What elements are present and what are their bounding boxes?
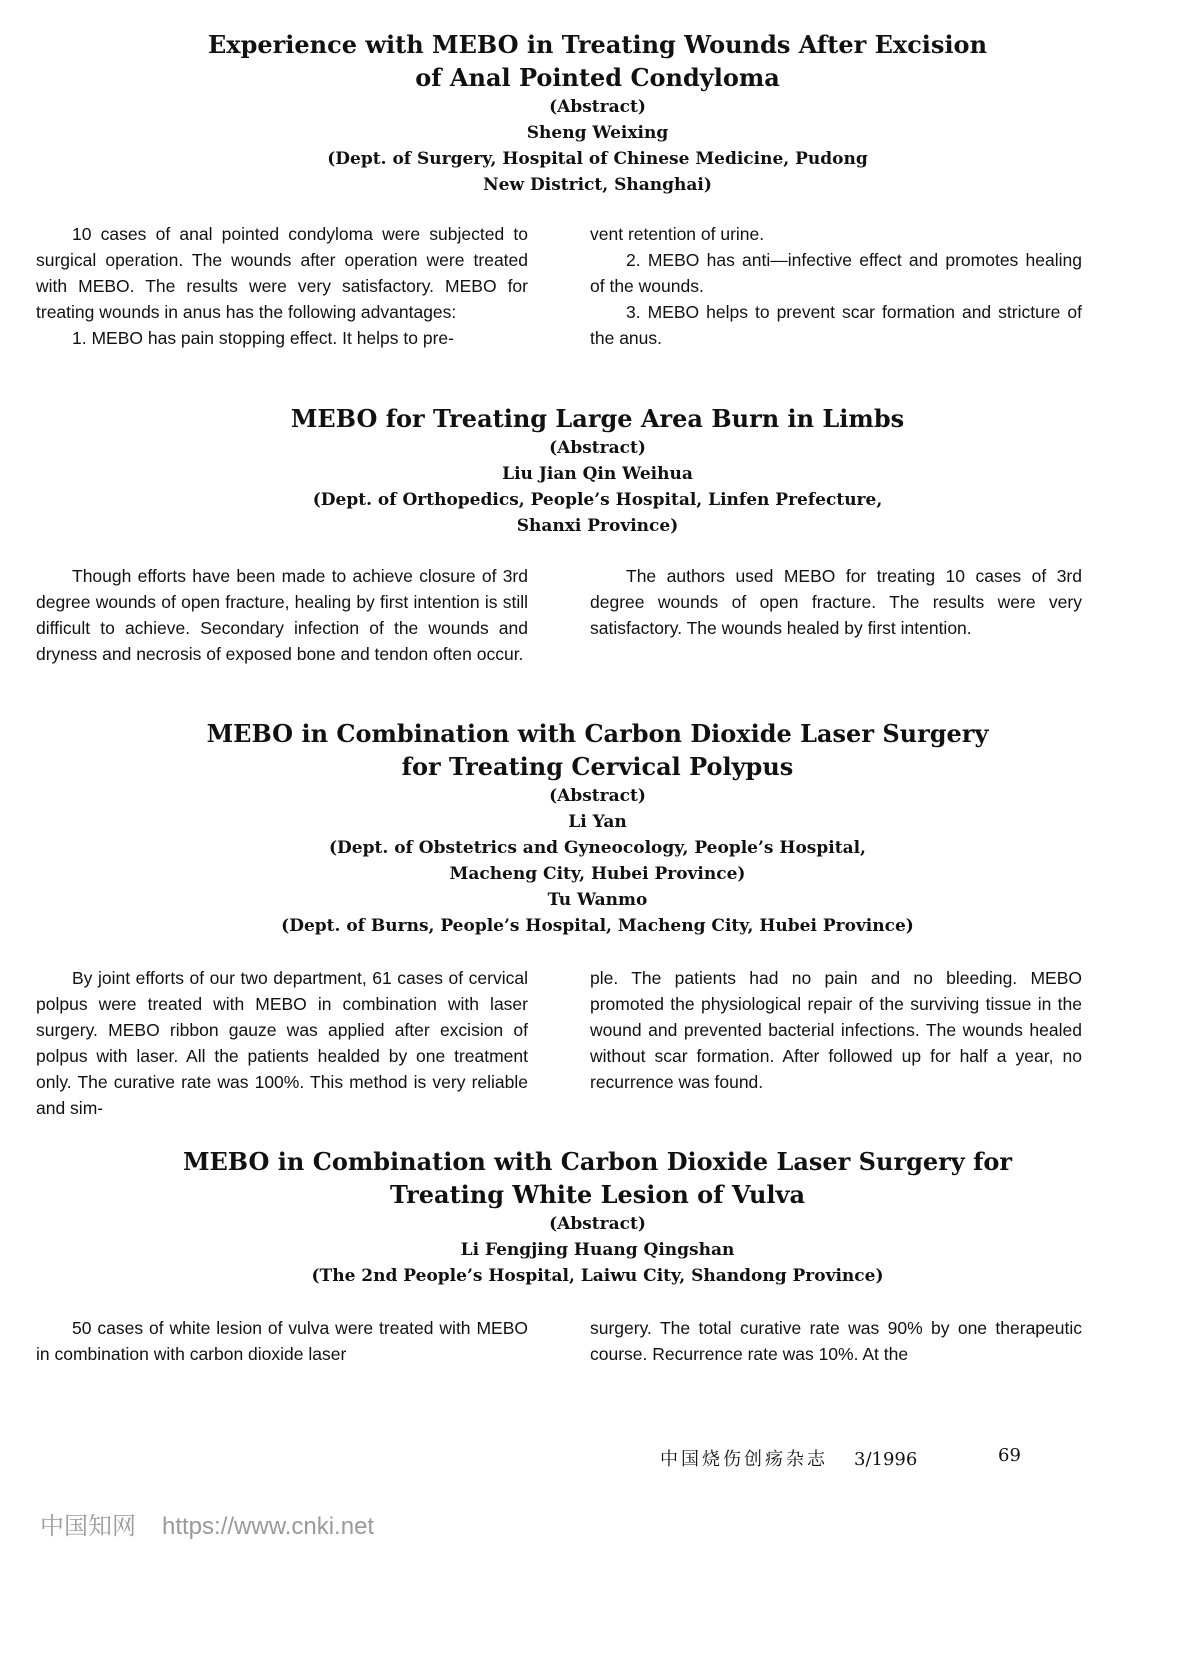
right-column (590, 563, 1082, 641)
right-column (590, 221, 1082, 351)
affiliation-line: (The 2nd People’s Hospital, Laiwu City, Shandong Province) (311, 1266, 884, 1286)
article-header (0, 717, 1195, 939)
body-paragraph: ple. The patients had no pain and no bleeding. MEBO promoted the physiological repair of the surviving tissue in the wound and prevented bacterial infections. The wounds healed without scar formation. After followed up for half a year, no recurrence was found. (590, 968, 1082, 1092)
cnki-watermark (40, 1506, 374, 1541)
abstract-label: (Abstract) (549, 438, 646, 458)
author-line: Liu Jian Qin Weihua (502, 464, 693, 484)
page-number: 69 (998, 1445, 1021, 1466)
article-header (0, 402, 1195, 539)
right-column (590, 965, 1082, 1095)
body-paragraph: 2. MEBO has anti—infective effect and promotes healing of the wounds. (590, 250, 1082, 296)
article-title-line-1: MEBO in Combination with Carbon Dioxide Laser Surgery for (182, 1147, 1013, 1176)
author-line: Li Fengjing Huang Qingshan (460, 1240, 735, 1260)
article-title-line-2: of Anal Pointed Condyloma (415, 63, 780, 92)
article-title-line-1: MEBO for Treating Large Area Burn in Limbs (290, 404, 905, 433)
affiliation-line: New District, Shanghai) (483, 175, 712, 195)
article-title-line-2: for Treating Cervical Polypus (401, 752, 794, 781)
body-paragraph: The authors used MEBO for treating 10 cases of 3rd degree wounds of open fracture. The results were very satisfactory. The wounds healed by first intention. (590, 566, 1082, 638)
author-line: Li Yan (568, 812, 627, 832)
left-column (36, 1315, 528, 1367)
cnki-url: https://www.cnki.net (162, 1513, 375, 1540)
article-limb-burn (0, 402, 1195, 664)
abstract-label: (Abstract) (549, 786, 646, 806)
page-footer (660, 1445, 1021, 1471)
cnki-logo-text: 中国知网 (40, 1513, 136, 1540)
article-title-line-1: Experience with MEBO in Treating Wounds After Excision (207, 30, 988, 59)
abstract-label: (Abstract) (549, 97, 646, 117)
affiliation-line: (Dept. of Obstetrics and Gyneocology, People’s Hospital, (329, 838, 866, 858)
article-header (0, 1145, 1195, 1289)
journal-name: 中国烧伤创疡杂志 (660, 1449, 828, 1470)
body-paragraph: 50 cases of white lesion of vulva were treated with MEBO in combination with carbon dioxide laser (36, 1318, 528, 1364)
body-paragraph: 10 cases of anal pointed condyloma were subjected to surgical operation. The wounds after operation were treated with MEBO. The results were very satisfactory. MEBO for treating wounds in anus has the following advantages: (36, 224, 528, 322)
article-header (0, 28, 1195, 198)
article-title-line-1: MEBO in Combination with Carbon Dioxide Laser Surgery (206, 719, 989, 748)
author-line: Tu Wanmo (547, 890, 648, 910)
issue-number: 3/1996 (854, 1449, 918, 1470)
body-paragraph: surgery. The total curative rate was 90% by one therapeutic course. Recurrence rate was 10%. At the (590, 1318, 1082, 1364)
affiliation-line: (Dept. of Surgery, Hospital of Chinese Medicine, Pudong (327, 149, 868, 169)
left-column (36, 965, 528, 1121)
abstract-label: (Abstract) (549, 1214, 646, 1234)
left-column (36, 221, 528, 351)
body-paragraph: 1. MEBO has pain stopping effect. It helps to pre- (72, 328, 454, 348)
article-vulva-lesion (0, 1145, 1195, 1364)
left-column (36, 563, 528, 667)
author-line: Sheng Weixing (526, 123, 669, 143)
right-column (590, 1315, 1082, 1367)
affiliation-line: Shanxi Province) (516, 516, 679, 536)
article-anal-condyloma (0, 28, 1195, 348)
article-cervical-polypus (0, 717, 1195, 1118)
body-paragraph: By joint efforts of our two department, 61 cases of cervical polpus were treated with MEBO in combination with laser surgery. MEBO ribbon gauze was applied after excision of polpus with laser. All the patients healded by one treatment only. The curative rate was 100%. This method is very reliable and sim- (36, 968, 528, 1118)
article-title-line-2: Treating White Lesion of Vulva (389, 1180, 806, 1209)
affiliation-line: (Dept. of Burns, People’s Hospital, Macheng City, Hubei Province) (281, 916, 914, 936)
body-paragraph: Though efforts have been made to achieve closure of 3rd degree wounds of open fracture, healing by first intention is still difficult to achieve. Secondary infection of the wounds and dryness and necrosis of exposed bone and tendon often occur. (36, 566, 528, 664)
affiliation-line: (Dept. of Orthopedics, People’s Hospital, Linfen Prefecture, (312, 490, 883, 510)
affiliation-line: Macheng City, Hubei Province) (449, 864, 746, 884)
body-paragraph: 3. MEBO helps to prevent scar formation and stricture of the anus. (590, 302, 1082, 348)
body-paragraph: vent retention of urine. (590, 224, 765, 244)
